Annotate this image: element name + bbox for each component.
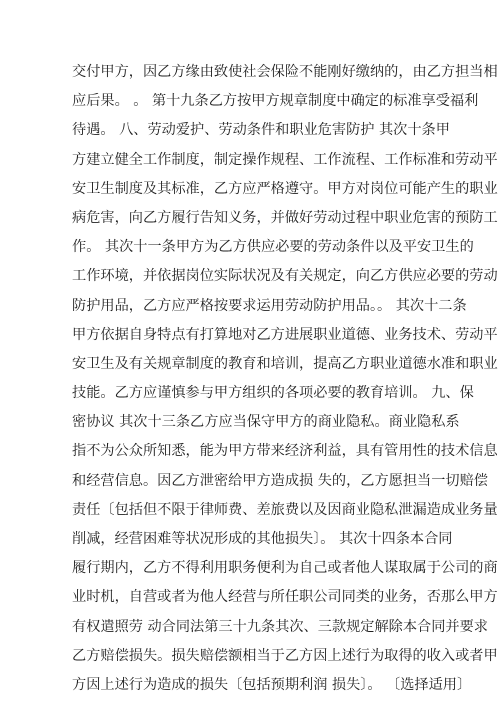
text-line: 乙方赔偿损失。损失赔偿额相当于乙方因上述行为取得的收入或者甲 (72, 647, 498, 664)
text-line: 应后果。 。 第十九条乙方按甲方规章制度中确定的标准享受福利 (72, 93, 479, 110)
text-line: 和经营信息。因乙方泄密给甲方造成损 失的，乙方愿担当一切赔偿 (72, 472, 488, 489)
text-line: 技能。乙方应谨慎参与甲方组织的各项必要的教育培训。 九、保 (72, 385, 474, 402)
text-line: 方建立健全工作制度，制定操作规程、工作流程、工作标准和劳动平 (72, 151, 498, 168)
text-line: 病危害，向乙方履行告知义务，并做好劳动过程中职业危害的预防工 (72, 209, 498, 226)
text-line: 履行期内，乙方不得利用职务便利为自己或者他人谋取属于公司的商 (72, 560, 498, 577)
text-line: 工作环境，并依据岗位实际状况及有关规定，向乙方供应必要的劳动 (72, 268, 498, 285)
text-line: 方因上述行为造成的损失〔包括预期利润 损失〕。 〔选择适用〕 (72, 676, 472, 693)
text-line: 安卫生及有关规章制度的教育和培训，提高乙方职业道德水准和职业 (72, 355, 498, 372)
text-line: 防护用品，乙方应严格按要求运用劳动防护用品。。 其次十二条 (72, 297, 467, 314)
text-line: 业时机，自营或者为他人经营与所任职公司同类的业务，否那么甲方 (72, 589, 498, 606)
text-line: 指不为公众所知悉，能为甲方带来经济利益，具有管用性的技术信息 (72, 443, 498, 460)
body-text (72, 58, 498, 700)
text-line: 作。 其次十一条甲方为乙方供应必要的劳动条件以及平安卫生的 (72, 239, 474, 256)
text-line: 削减，经营困难等状况形成的其他损失〕。 其次十四条本合同 (72, 531, 453, 547)
text-line: 有权遣照劳 动合同法第三十九条其次、三款规定解除本合同并要求 (72, 618, 488, 635)
text-line: 安卫生制度及其标准，乙方应严格遵守。甲方对岗位可能产生的职业 (72, 180, 498, 197)
text-line: 责任〔包括但不限于律师费、差旅费以及因商业隐私泄漏造成业务量 (72, 501, 498, 518)
text-line: 待遇。 八、劳动爱护、劳动条件和职业危害防护 其次十条甲 (72, 122, 450, 139)
text-line: 密协议 其次十三条乙方应当保守甲方的商业隐私。商业隐私系 (72, 414, 460, 431)
text-line: 甲方依据自身特点有打算地对乙方进展职业道德、业务技术、劳动平 (72, 326, 498, 343)
text-line: 交付甲方，因乙方缘由致使社会保险不能刚好缴纳的，由乙方担当相 (72, 64, 498, 80)
